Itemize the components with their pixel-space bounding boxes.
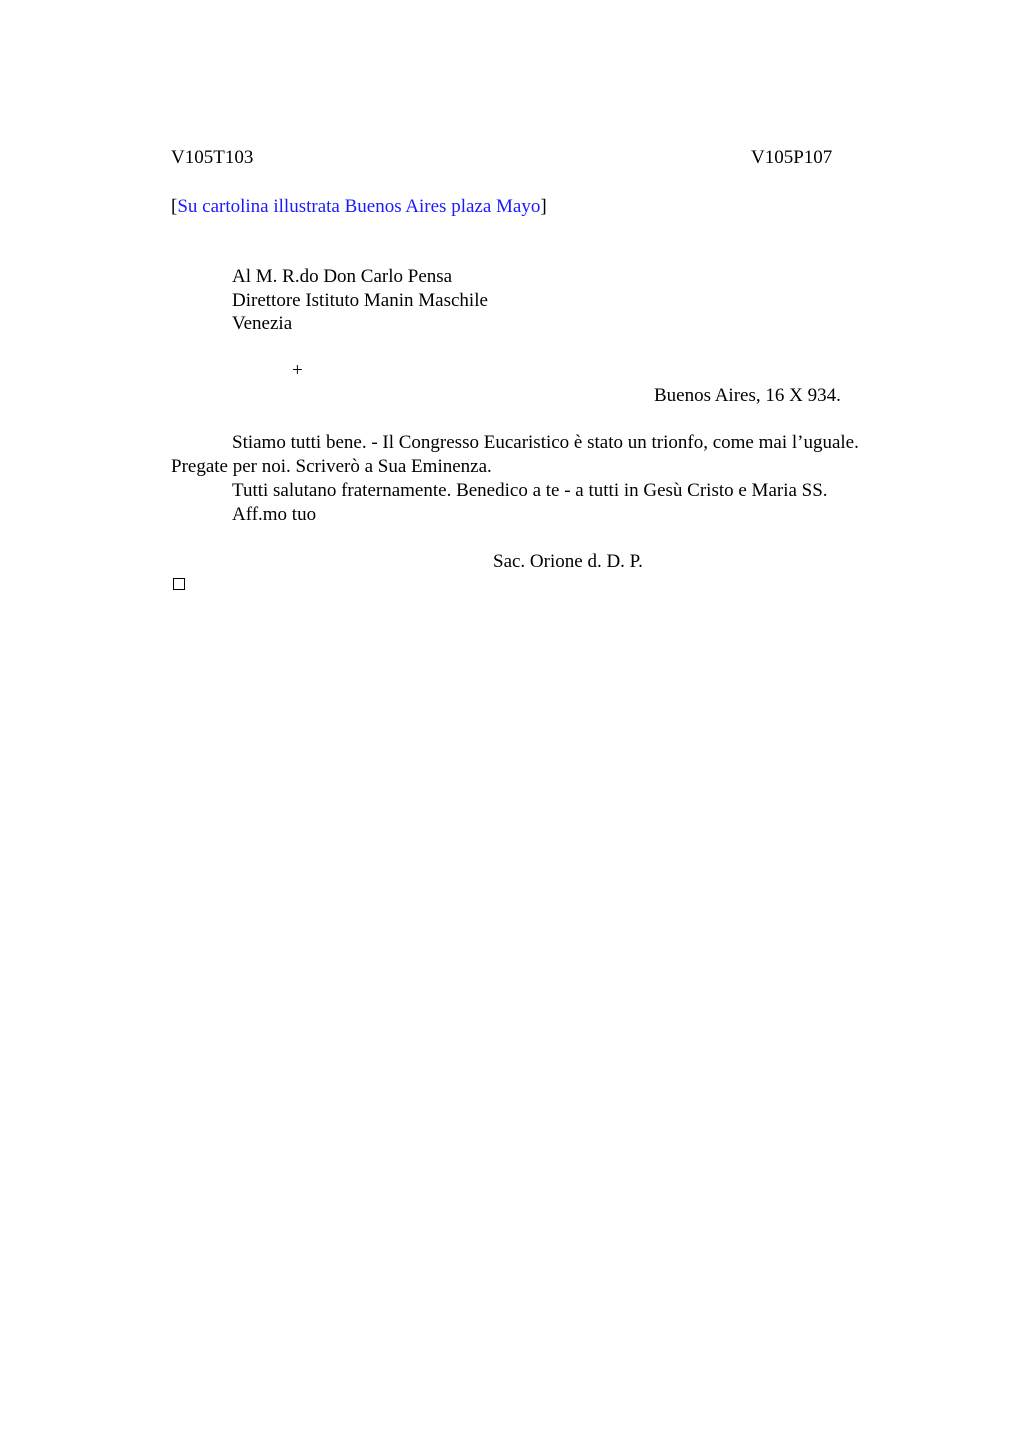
body-line: Stiamo tutti bene. - Il Congresso Eucaristico è stato un trionfo, come mai l’uguale. [232,432,859,453]
letter-body [171,431,931,527]
body-paragraph-continuation [171,455,931,479]
note-close-bracket: ] [540,196,547,217]
address-line: Al M. R.do Don Carlo Pensa [232,266,453,287]
body-paragraph [171,479,931,503]
letter-date: Buenos Aires, 16 X 934. [654,385,841,406]
cross-symbol: + [292,360,303,381]
editorial-note [171,195,547,219]
closing-line [171,503,931,527]
body-line: Aff.mo tuo [232,504,317,525]
note-open-bracket: [ [171,196,178,217]
body-line: Tutti salutano fraternamente. Benedico a te - a tutti in Gesù Cristo e Maria SS. [232,480,828,501]
document-code-left: V105T103 [171,147,254,168]
address-line: Venezia [232,313,293,334]
document-code-right: V105P107 [751,147,833,168]
body-line: Pregate per noi. Scriverò a Sua Eminenza. [171,456,492,477]
body-paragraph [171,431,931,455]
note-text: Su cartolina illustrata Buenos Aires plaza Mayo [177,196,541,217]
recipient-address [232,265,488,336]
square-outline-icon [173,578,185,590]
signature: Sac. Orione d. D. P. [493,551,643,572]
address-line: Direttore Istituto Manin Maschile [232,289,488,311]
